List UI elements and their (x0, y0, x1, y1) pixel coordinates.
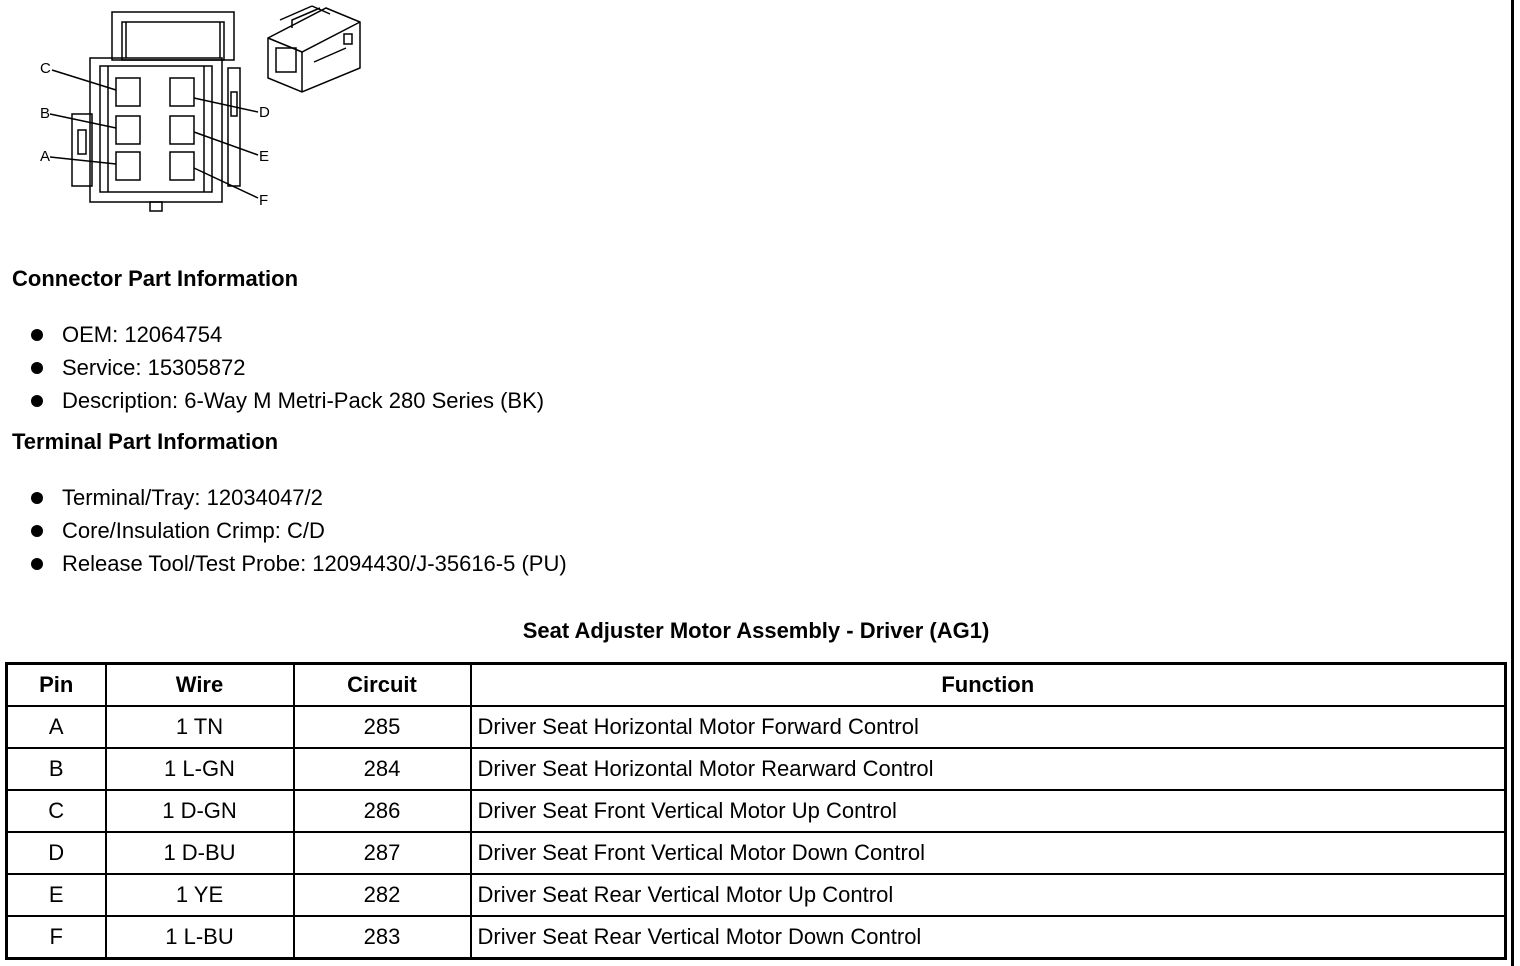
bullet-icon (31, 329, 43, 341)
pinout-table (5, 662, 1507, 960)
cell-wire: 1 D-BU (106, 832, 294, 874)
connector-part-info-list (0, 318, 544, 417)
cell-wire: 1 L-GN (106, 748, 294, 790)
connector-latch-inner (122, 22, 224, 60)
connector-isometric-icon (268, 6, 360, 92)
bullet-icon (31, 525, 43, 537)
terminal-part-info-list (0, 481, 567, 580)
list-item (0, 384, 544, 417)
header-circuit: Circuit (294, 664, 471, 707)
cell-circuit: 284 (294, 748, 471, 790)
list-item-text: OEM: 12064754 (62, 322, 223, 347)
pin-label-c: C (40, 60, 51, 77)
cavity-a (116, 152, 140, 180)
cell-function: Driver Seat Horizontal Motor Rearward Control (471, 748, 1506, 790)
pin-label-f: F (259, 192, 269, 209)
connector-left-tab (72, 114, 92, 186)
connector-body (90, 58, 222, 202)
connector-right-tab (228, 68, 240, 186)
header-function: Function (471, 664, 1506, 707)
cell-pin: C (7, 790, 106, 832)
cell-wire: 1 D-GN (106, 790, 294, 832)
list-item-text: Core/Insulation Crimp: C/D (62, 518, 325, 543)
cell-pin: D (7, 832, 106, 874)
bullet-icon (31, 395, 43, 407)
cavity-c (116, 78, 140, 106)
pin-label-a: A (40, 148, 51, 165)
table-header-row (7, 664, 1506, 707)
cell-function: Driver Seat Horizontal Motor Forward Control (471, 706, 1506, 748)
cell-circuit: 287 (294, 832, 471, 874)
list-item-text: Release Tool/Test Probe: 12094430/J-35616-5 (PU) (62, 551, 567, 576)
cavity-b (116, 116, 140, 144)
pin-label-d: D (259, 104, 270, 121)
cell-circuit: 286 (294, 790, 471, 832)
connector-key (150, 202, 162, 211)
header-pin: Pin (7, 664, 106, 707)
list-item-text: Terminal/Tray: 12034047/2 (62, 485, 323, 510)
cavity-d (170, 78, 194, 106)
list-item (0, 351, 544, 384)
bullet-icon (31, 558, 43, 570)
list-item (0, 481, 567, 514)
cavity-f (170, 152, 194, 180)
connector-face (100, 66, 212, 192)
table-row (7, 832, 1506, 874)
cell-circuit: 282 (294, 874, 471, 916)
table-row (7, 874, 1506, 916)
page-right-border (1511, 0, 1514, 966)
table-title: Seat Adjuster Motor Assembly - Driver (AG1) (522, 618, 990, 643)
pin-label-e: E (259, 148, 270, 165)
terminal-part-info-heading: Terminal Part Information (12, 429, 279, 454)
cell-circuit: 285 (294, 706, 471, 748)
cell-wire: 1 YE (106, 874, 294, 916)
list-item (0, 547, 567, 580)
cell-function: Driver Seat Rear Vertical Motor Down Control (471, 916, 1506, 959)
cell-wire: 1 TN (106, 706, 294, 748)
table-row (7, 916, 1506, 959)
connector-latch (112, 12, 234, 60)
list-item-text: Service: 15305872 (62, 355, 246, 380)
connector-part-info-heading: Connector Part Information (12, 266, 299, 291)
cell-wire: 1 L-BU (106, 916, 294, 959)
header-wire: Wire (106, 664, 294, 707)
cell-function: Driver Seat Front Vertical Motor Up Control (471, 790, 1506, 832)
table-row (7, 706, 1506, 748)
bullet-icon (31, 362, 43, 374)
pin-label-b: B (40, 105, 51, 122)
table-row (7, 748, 1506, 790)
connector-diagram (30, 0, 370, 220)
cell-pin: B (7, 748, 106, 790)
list-item (0, 318, 544, 351)
list-item-text: Description: 6-Way M Metri-Pack 280 Series (BK) (62, 388, 545, 413)
bullet-icon (31, 492, 43, 504)
cell-circuit: 283 (294, 916, 471, 959)
cell-pin: A (7, 706, 106, 748)
cell-pin: F (7, 916, 106, 959)
table-row (7, 790, 1506, 832)
list-item (0, 514, 567, 547)
cell-pin: E (7, 874, 106, 916)
cavity-e (170, 116, 194, 144)
cell-function: Driver Seat Rear Vertical Motor Up Control (471, 874, 1506, 916)
cell-function: Driver Seat Front Vertical Motor Down Control (471, 832, 1506, 874)
